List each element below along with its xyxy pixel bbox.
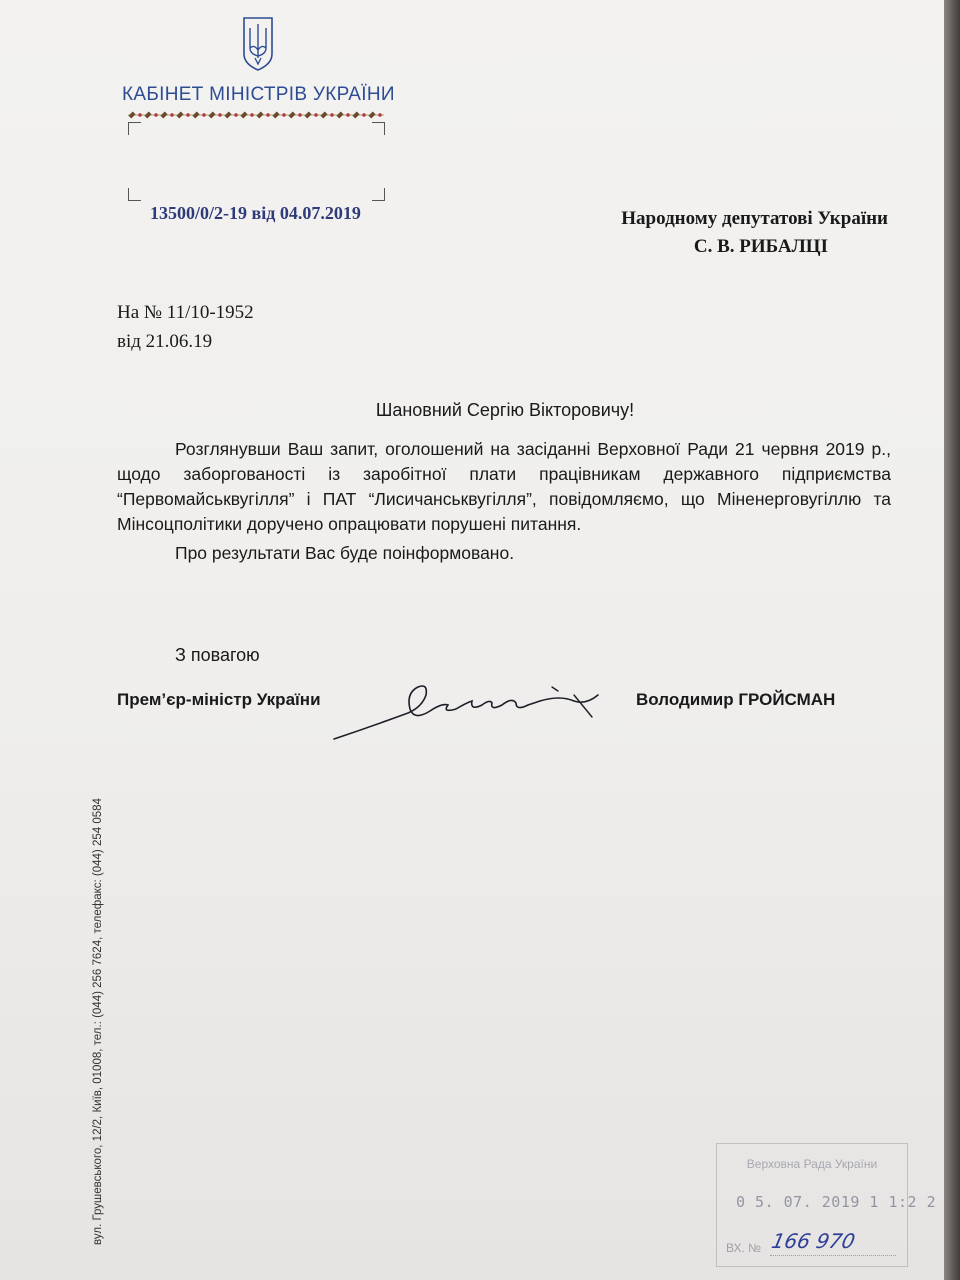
signatory-name: Володимир ГРОЙСМАН xyxy=(636,690,836,709)
frame-corner xyxy=(128,122,141,135)
incoming-stamp xyxy=(716,1143,937,1271)
body-paragraph: Про результати Вас буде поінформовано. xyxy=(175,543,515,563)
closing-regards: З повагою xyxy=(175,645,260,665)
ministry-name: КАБІНЕТ МІНІСТРІВ УКРАЇНИ xyxy=(122,84,395,105)
letter-body xyxy=(117,437,891,566)
stamp-underline xyxy=(770,1255,896,1256)
stamp-incoming-number: 166 970 xyxy=(769,1229,858,1253)
reg-date-value: 04.07.2019 xyxy=(279,203,361,223)
stamp-date-time: 0 5. 07. 2019 1 1:2 2 xyxy=(736,1193,937,1211)
frame-corner xyxy=(372,122,385,135)
addressee-block xyxy=(520,205,888,261)
handwritten-signature xyxy=(330,665,610,745)
body-paragraph: Розглянувши Ваш запит, оголошений на засіданні Верховної Ради 21 червня 2019 р., щодо заборгованості із заробітної плати працівникам державного підприємства “Первомайськвугілля” і ПАТ “Лисичанськвугілля”, повідомляємо, що Міненерговугіллю та Мінсоцполітики доручено опрацювати порушені питання. xyxy=(117,439,891,534)
stamp-organization: Верховна Рада України xyxy=(746,1157,878,1171)
reg-from-label: від xyxy=(251,203,276,223)
stamp-incoming-label: ВХ. № xyxy=(726,1241,762,1255)
reference-date: від 21.06.19 xyxy=(117,331,213,352)
reference-block xyxy=(117,298,254,356)
trident-emblem-icon xyxy=(238,14,278,74)
addressee-name: С. В. РИБАЛЦІ xyxy=(693,236,828,257)
addressee-position: Народному депутатові України xyxy=(621,208,888,229)
registration-number xyxy=(150,203,361,224)
frame-corner xyxy=(372,188,385,201)
frame-corner xyxy=(128,188,141,201)
paper-edge-shadow xyxy=(944,0,960,1280)
reg-number-value: 13500/0/2-19 xyxy=(150,203,247,223)
footer-address: вул. Грушевського, 12/2, Київ, 01008, тел.: (044) 256 7624, телефакс: (044) 254 0584 xyxy=(92,798,104,1245)
salutation: Шановний Сергію Вікторовичу! xyxy=(375,400,635,420)
signatory-title: Прем’єр-міністр України xyxy=(117,690,321,709)
ornament-divider xyxy=(128,108,384,122)
reference-number: На № 11/10-1952 xyxy=(117,302,254,323)
